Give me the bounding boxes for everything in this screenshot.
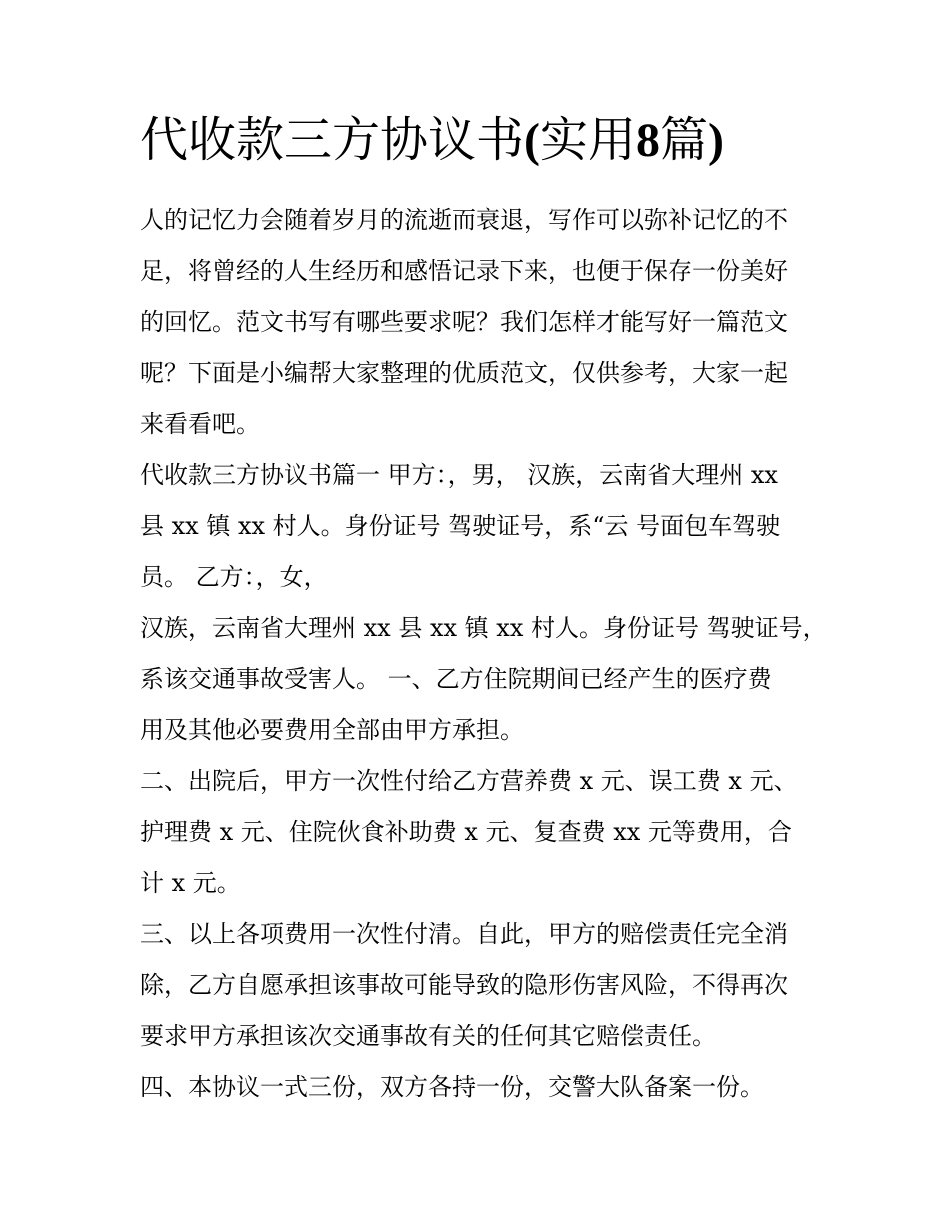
title-paren-close: ) <box>708 114 725 167</box>
clause-2-line-1: 二、出院后，甲方一次性付给乙方营养费 x 元、误工费 x 元、 <box>140 767 798 795</box>
intro-line-2: 足，将曾经的人生经历和感悟记录下来，也便于保存一份美好 <box>140 257 788 285</box>
clause-2-line-2: 护理费 x 元、住院伙食补助费 x 元、复查费 xx 元等费用，合 <box>140 818 792 846</box>
clause-4-line-1: 四、本协议一式三份，双方各持一份，交警大队备案一份。 <box>140 1073 764 1101</box>
title-paren-open: ( <box>524 114 540 167</box>
clause-1-line-2: 用及其他必要费用全部由甲方承担。 <box>140 716 524 744</box>
clause-3-line-1: 三、以上各项费用一次性付清。自此，甲方的赔偿责任完全消 <box>140 920 788 948</box>
party-a-line-1: 代收款三方协议书篇一 甲方：，男， 汉族，云南省大理州 xx <box>140 461 778 489</box>
clause-1-line-1: 系该交通事故受害人。 一、乙方住院期间已经产生的医疗费 <box>140 665 772 693</box>
intro-line-3: 的回忆。范文书写有哪些要求呢？我们怎样才能写好一篇范文 <box>140 308 788 336</box>
clause-3-line-2: 除，乙方自愿承担该事故可能导致的隐形伤害风险，不得再次 <box>140 971 788 999</box>
intro-line-1: 人的记忆力会随着岁月的流逝而衰退，写作可以弥补记忆的不 <box>140 206 788 234</box>
party-b-line-1: 员。 乙方：，女， <box>140 563 328 591</box>
intro-line-5: 来看看吧。 <box>140 410 260 438</box>
party-a-line-2: 县 xx 镇 xx 村人。身份证号 驾驶证号，系“云 号面包车驾驶 <box>140 512 781 540</box>
title-text-2: 实用 <box>540 112 637 168</box>
title-number: 8 <box>636 114 661 167</box>
party-b-line-2: 汉族，云南省大理州 xx 县 xx 镇 xx 村人。身份证号 驾驶证号， <box>140 614 827 642</box>
clause-3-line-3: 要求甲方承担该次交通事故有关的任何其它赔偿责任。 <box>140 1022 716 1050</box>
document-title <box>140 112 724 170</box>
clause-2-line-3: 计 x 元。 <box>140 869 241 897</box>
title-text-3: 篇 <box>660 112 709 168</box>
title-text-1: 代收款三方协议书 <box>140 112 525 168</box>
intro-line-4: 呢？下面是小编帮大家整理的优质范文，仅供参考，大家一起 <box>140 359 788 387</box>
